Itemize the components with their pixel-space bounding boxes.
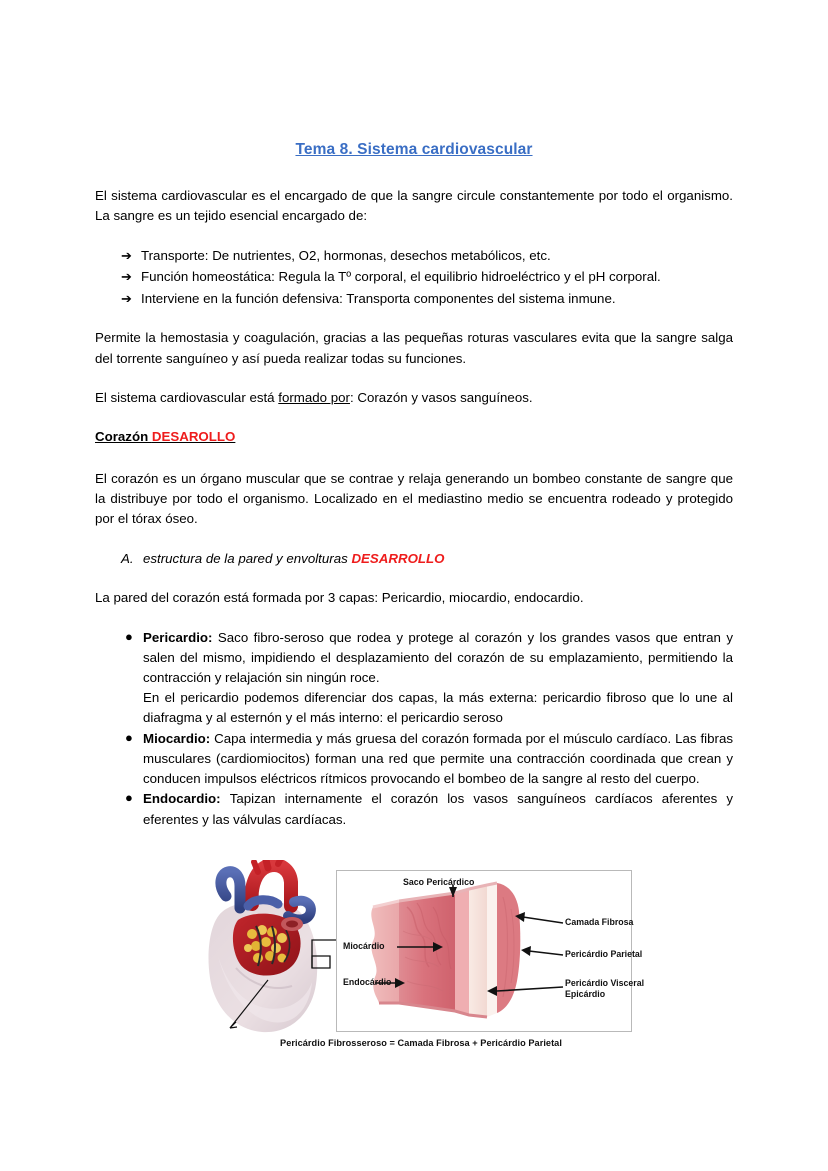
dot-bullet-icon: ● [125, 729, 133, 745]
heading-corazon [95, 427, 733, 447]
list-item [95, 246, 733, 267]
corazon-paragraph: El corazón es un órgano muscular que se contrae y relaja generando un bombeo constante de sangre que la distribuye por todo el organismo. Localizado en el mediastino medio se encuentra rodeado y protegido por el tórax óseo. [95, 470, 733, 527]
dot-bullet-icon: ● [125, 790, 133, 806]
label-pericardio-visceral: Pericárdio Visceral [565, 978, 645, 988]
layer-separator: : [208, 629, 218, 645]
page-title: Tema 8. Sistema cardiovascular [295, 141, 533, 158]
list-item [95, 729, 733, 790]
capas-paragraph: La pared del corazón está formada por 3 capas: Pericardio, miocardio, endocardio. [95, 590, 584, 606]
formado-por-paragraph [95, 388, 733, 408]
layer-extra-line: En el pericardio podemos diferenciar dos capas, la más externa: pericardio fibroso que lo une al diafragma y al esternón y el más interno: el pericardio seroso [143, 690, 733, 726]
arrow-bullet-icon: ➔ [121, 290, 132, 306]
layer-term: Miocardio [143, 730, 206, 746]
camada-arrow-line [523, 917, 563, 923]
myocardium-layer [399, 893, 455, 1011]
label-saco-pericardico: Saco Pericárdico [403, 877, 475, 887]
vena-cava-icon [221, 872, 240, 908]
wall-cross-section-box [336, 870, 645, 1032]
section-title: estructura de la pared y envolturas [143, 550, 352, 566]
layer-separator: : [205, 730, 215, 746]
layer-separator: : [216, 791, 230, 807]
formado-underlined: formado por [278, 389, 350, 405]
dot-bullet-icon: ● [125, 628, 133, 644]
layers-list [95, 628, 733, 830]
heading-section-a [95, 549, 733, 569]
heart-wall-figure [196, 856, 646, 1066]
formado-suffix: : Corazón y vasos sanguíneos. [349, 389, 533, 405]
label-pericardio-parietal: Pericárdio Parietal [565, 949, 643, 959]
list-item-label: Transporte: De nutrientes, O2, hormonas, desechos metabólicos, etc. [141, 247, 551, 263]
formado-prefix: El sistema cardiovascular está [95, 389, 279, 405]
list-item [95, 789, 733, 829]
visceral-pericardium-layer [455, 889, 469, 1015]
layer-text: Saco fibro-seroso que rodea y protege al corazón y los grandes vasos que entran y salen del mismo, impidiendo el desplazamiento del corazón de su emplazamiento, permitiendo la contracción y relajación sin ningún roce. [143, 629, 733, 686]
heading-corazon-text: Corazón [95, 428, 152, 444]
layer-term: Endocardio [143, 791, 217, 807]
list-item [95, 628, 733, 729]
arrow-bullet-icon: ➔ [121, 269, 132, 285]
list-item-label: Interviene en la función defensiva: Transporta componentes del sistema inmune. [141, 290, 616, 306]
section-letter: A. [121, 550, 134, 566]
label-camada-fibrosa: Camada Fibrosa [565, 917, 634, 927]
serous-space-layer [487, 883, 497, 1017]
parietal-pericardium-layer [497, 883, 520, 1013]
hemostasia-paragraph: Permite la hemostasia y coagulación, gracias a las pequeñas roturas vasculares evita que la sangre salga del torrente sanguíneo y así pueda realizar todas su funciones. [95, 330, 733, 366]
layer-term: Pericardio [143, 629, 209, 645]
layer-text: Capa intermedia y más gruesa del corazón formada por el músculo cardíaco. Las fibras musculares (cardiomiocitos) forman una red que permite una contracción coordinada que crean y conducen impulsos eléctricos rítmicos provocando el bombeo de la sangre al resto del cuerpo. [143, 730, 733, 787]
label-miocardio: Miocárdio [343, 941, 385, 951]
list-item [95, 267, 733, 288]
heading-corazon-badge: DESAROLLO [151, 428, 236, 444]
label-epicardio: Epicárdio [565, 989, 606, 999]
figure-caption: Pericárdio Fibrosseroso = Camada Fibrosa + Pericárdio Parietal [280, 1038, 562, 1048]
layer-text: Tapizan internamente el corazón los vasos sanguíneos cardíacos aferentes y eferentes y las válvulas cardíacas. [143, 791, 734, 827]
list-item-label: Función homeostática: Regula la Tº corporal, el equilibrio hidroeléctrico y el pH corporal. [141, 269, 661, 285]
document-body [95, 140, 733, 844]
list-item [95, 289, 733, 310]
parietal-arrow-head [521, 946, 531, 956]
arrow-bullet-icon: ➔ [121, 247, 132, 263]
intro-paragraph: El sistema cardiovascular es el encargado de que la sangre circule constantemente por todo el organismo. La sangre es un tejido esencial encargado de: [95, 188, 733, 224]
section-badge: DESARROLLO [351, 550, 445, 566]
fibrous-layer [469, 885, 487, 1017]
parietal-arrow-line [529, 951, 563, 955]
functions-arrow-list [95, 246, 733, 310]
label-endocardio: Endocárdio [343, 977, 392, 987]
